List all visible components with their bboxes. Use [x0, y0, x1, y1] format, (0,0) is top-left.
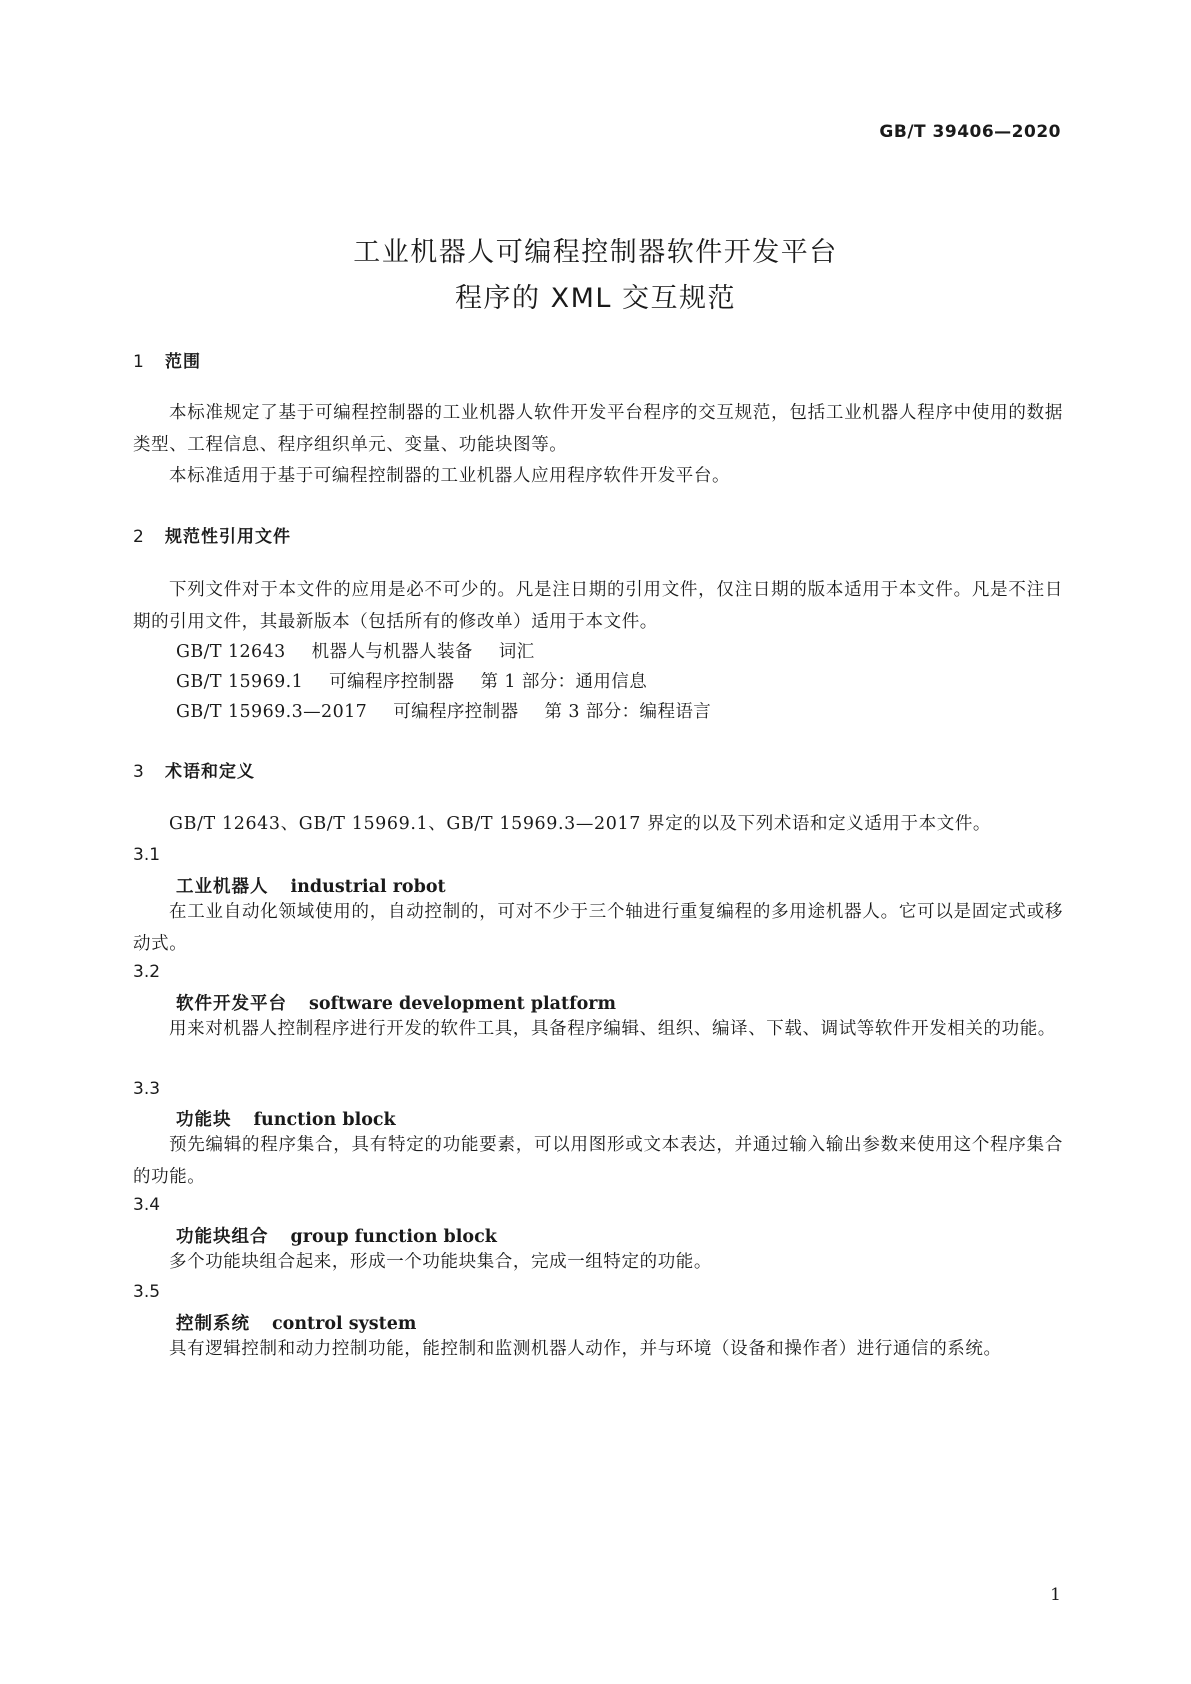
reference-code: GB/T 12643	[176, 642, 286, 662]
term-chinese: 软件开发平台	[176, 994, 287, 1014]
normative-intro-paragraph: 下列文件对于本文件的应用是必不可少的。凡是注日期的引用文件，仅注日期的版本适用于本文件。凡是不注日期的引用文件，其最新版本（包括所有的修改单）适用于本文件。	[133, 580, 1063, 632]
reference-part: 词汇	[498, 642, 535, 662]
section-title: 规范性引用文件	[165, 527, 291, 547]
term-number: 3.3	[133, 1079, 161, 1099]
section-heading-terms-and-definitions	[133, 757, 255, 782]
term-definition: 预先编辑的程序集合，具有特定的功能要素，可以用图形或文本表达，并通过输入输出参数来使用这个程序集合的功能。	[133, 1135, 1063, 1187]
term-definition: 用来对机器人控制程序进行开发的软件工具，具备程序编辑、组织、编译、下载、调试等软件开发相关的功能。	[169, 1019, 1056, 1039]
term-heading	[176, 873, 446, 898]
term-chinese: 控制系统	[176, 1314, 250, 1334]
section-title: 范围	[165, 352, 201, 372]
terms-intro-paragraph: GB/T 12643、GB/T 15969.1、GB/T 15969.3—2017 界定的以及下列术语和定义适用于本文件。	[169, 814, 992, 834]
section-heading-scope	[133, 347, 201, 372]
term-chinese: 工业机器人	[176, 877, 269, 897]
reference-name: 可编程序控制器	[393, 702, 519, 722]
term-number: 3.1	[133, 845, 161, 865]
term-english: group function block	[290, 1227, 497, 1247]
term-heading	[176, 1106, 396, 1131]
term-definition: 在工业自动化领域使用的，自动控制的，可对不少于三个轴进行重复编程的多用途机器人。它可以是固定式或移动式。	[133, 902, 1063, 954]
section-number: 1	[133, 352, 144, 372]
scope-paragraph-1: 本标准规定了基于可编程控制器的工业机器人软件开发平台程序的交互规范，包括工业机器人程序中使用的数据类型、工程信息、程序组织单元、变量、功能块图等。	[133, 403, 1063, 455]
reference-item	[176, 668, 647, 693]
term-heading	[176, 1223, 497, 1248]
section-heading-normative-references	[133, 522, 291, 547]
document-title-line-2: 程序的 XML 交互规范	[455, 283, 736, 314]
reference-item	[176, 698, 711, 723]
term-heading	[176, 1310, 416, 1335]
reference-item	[176, 638, 535, 663]
term-heading	[176, 990, 616, 1015]
section-number: 2	[133, 527, 144, 547]
section-title: 术语和定义	[165, 762, 255, 782]
term-english: function block	[253, 1110, 396, 1130]
term-definition: 具有逻辑控制和动力控制功能，能控制和监测机器人动作，并与环境（设备和操作者）进行通信的系统。	[169, 1339, 1002, 1359]
term-number: 3.4	[133, 1195, 161, 1215]
term-english: industrial robot	[290, 877, 446, 897]
reference-part: 第 3 部分：编程语言	[544, 702, 712, 722]
reference-code: GB/T 15969.1	[176, 672, 304, 692]
reference-code: GB/T 15969.3—2017	[176, 702, 368, 722]
term-english: software development platform	[309, 994, 617, 1014]
term-definition: 多个功能块组合起来，形成一个功能块集合，完成一组特定的功能。	[169, 1252, 712, 1272]
term-number: 3.2	[133, 962, 161, 982]
reference-part: 第 1 部分：通用信息	[480, 672, 648, 692]
term-chinese: 功能块	[176, 1110, 232, 1130]
term-english: control system	[272, 1314, 417, 1334]
term-chinese: 功能块组合	[176, 1227, 269, 1247]
section-number: 3	[133, 762, 144, 782]
term-number: 3.5	[133, 1282, 161, 1302]
document-title-line-1: 工业机器人可编程控制器软件开发平台	[353, 237, 838, 268]
page-number: 1	[1050, 1585, 1061, 1605]
standard-number: GB/T 39406—2020	[879, 122, 1061, 142]
reference-name: 可编程序控制器	[329, 672, 455, 692]
scope-paragraph-2: 本标准适用于基于可编程控制器的工业机器人应用程序软件开发平台。	[169, 466, 731, 486]
reference-name: 机器人与机器人装备	[311, 642, 473, 662]
